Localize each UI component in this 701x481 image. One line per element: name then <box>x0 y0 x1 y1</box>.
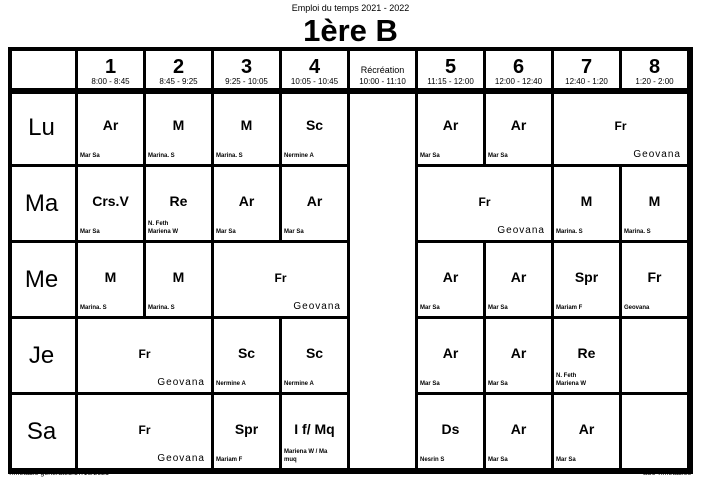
lesson-teacher: Nermine A <box>284 153 314 159</box>
lesson-subject: M <box>172 269 185 285</box>
lesson-cell <box>486 243 554 319</box>
lesson-subject: Ar <box>102 117 119 133</box>
lesson-teacher: Mar Sa <box>488 153 508 159</box>
lesson-cell <box>282 395 350 471</box>
day-label-cell <box>8 319 78 395</box>
period-number: 7 <box>580 56 593 78</box>
day-label-cell <box>8 395 78 471</box>
lesson-subject: M <box>648 193 661 209</box>
lesson-teacher: N. Feth Mariena W <box>148 221 179 235</box>
lesson-subject: Fr <box>647 269 662 285</box>
break-title: Récréation <box>360 65 405 75</box>
period-header <box>78 47 146 91</box>
lesson-cell <box>78 167 146 243</box>
lesson-cell <box>622 319 690 395</box>
lesson-teacher: Mar Sa <box>216 229 236 235</box>
day-label: Je <box>28 341 55 369</box>
lesson-subject: Ar <box>442 117 459 133</box>
lesson-cell <box>418 167 554 243</box>
lesson-cell <box>622 243 690 319</box>
lesson-subject: M <box>104 269 117 285</box>
period-header <box>418 47 486 91</box>
period-number: 8 <box>648 56 661 78</box>
period-time: 8:45 - 9:25 <box>159 77 198 86</box>
lesson-cell <box>486 319 554 395</box>
period-header <box>146 47 214 91</box>
period-number: 3 <box>240 56 253 78</box>
lesson-subject: Sc <box>305 345 324 361</box>
period-number: 4 <box>308 56 321 78</box>
lesson-cell <box>486 395 554 471</box>
lesson-cell <box>78 395 214 471</box>
lesson-teacher: Geovana <box>624 305 650 311</box>
period-time: 10:05 - 10:45 <box>290 77 339 86</box>
lesson-subject: Re <box>169 193 188 209</box>
lesson-teacher: Marina. S <box>148 305 175 311</box>
lesson-subject: Spr <box>234 421 259 437</box>
lesson-cell <box>214 91 282 167</box>
class-title: 1ère B <box>303 13 398 48</box>
lesson-teacher: Mar Sa <box>420 305 440 311</box>
lesson-teacher: Mar Sa <box>80 153 100 159</box>
period-number: 5 <box>444 56 457 78</box>
lesson-subject: I f/ Mq <box>294 421 335 437</box>
lesson-teacher: Marina. S <box>624 229 651 235</box>
lesson-subject: Fr <box>138 347 151 361</box>
lesson-cell <box>622 395 690 471</box>
lesson-subject: Fr <box>274 271 287 285</box>
lesson-subject: Ar <box>578 421 595 437</box>
lesson-teacher: Mar Sa <box>284 229 304 235</box>
lesson-teacher: Mar Sa <box>488 381 508 387</box>
lesson-teacher: Marina. S <box>148 153 175 159</box>
lesson-cell <box>214 319 282 395</box>
lesson-subject: Ar <box>442 269 459 285</box>
lesson-subject: Ar <box>510 345 527 361</box>
period-time: 1:20 - 2:00 <box>635 77 674 86</box>
period-header <box>486 47 554 91</box>
lesson-subject: M <box>240 117 253 133</box>
lesson-cell <box>554 91 690 167</box>
lesson-cell <box>554 243 622 319</box>
lesson-subject: Ds <box>441 421 460 437</box>
lesson-subject: Ar <box>306 193 323 209</box>
lesson-subject: Sc <box>237 345 256 361</box>
lesson-subject: Ar <box>510 421 527 437</box>
period-header <box>282 47 350 91</box>
lesson-subject: Fr <box>614 119 627 133</box>
period-time: 12:00 - 12:40 <box>494 77 543 86</box>
lesson-subject: Fr <box>478 195 491 209</box>
period-header <box>214 47 282 91</box>
lesson-teacher: Mariam F <box>556 305 583 311</box>
lesson-cell <box>282 167 350 243</box>
lesson-teacher: Mar Sa <box>556 457 576 463</box>
period-time: 11:15 - 12:00 <box>427 77 474 86</box>
lesson-cell <box>78 319 214 395</box>
day-label: Sa <box>26 417 57 445</box>
timetable-subtitle: Emploi du temps 2021 - 2022 <box>291 3 410 13</box>
lesson-cell <box>78 243 146 319</box>
day-label: Ma <box>24 189 59 217</box>
lesson-teacher: Mar Sa <box>80 229 100 235</box>
lesson-subject: Ar <box>238 193 255 209</box>
period-number: 1 <box>104 56 117 78</box>
lesson-teacher: Geovana <box>633 149 681 160</box>
lesson-cell <box>214 395 282 471</box>
lesson-teacher: N. Feth Mariena W <box>556 373 587 387</box>
lesson-teacher: Nesrin S <box>420 457 445 463</box>
lesson-subject: Ar <box>510 269 527 285</box>
lesson-teacher: Mar Sa <box>420 153 440 159</box>
lesson-teacher: Mar Sa <box>488 305 508 311</box>
day-label-cell <box>8 167 78 243</box>
break-time: 10:00 - 11:10 <box>359 77 406 86</box>
lesson-cell <box>418 319 486 395</box>
period-time: 12:40 - 1:20 <box>565 77 608 86</box>
lesson-cell <box>486 91 554 167</box>
lesson-teacher: Geovana <box>497 225 545 236</box>
lesson-subject: M <box>172 117 185 133</box>
corner-cell <box>8 47 78 91</box>
period-header <box>622 47 690 91</box>
period-number: 6 <box>512 56 525 78</box>
break-column <box>350 91 418 471</box>
lesson-cell <box>146 243 214 319</box>
lesson-cell <box>78 91 146 167</box>
period-header <box>554 47 622 91</box>
lesson-cell <box>214 243 350 319</box>
lesson-teacher: Nermine A <box>284 381 314 387</box>
day-label: Me <box>24 265 59 293</box>
lesson-subject: Ar <box>510 117 527 133</box>
lesson-teacher: Marina. S <box>216 153 243 159</box>
period-time: 9:25 - 10:05 <box>225 77 268 86</box>
lesson-subject: Crs.V <box>92 193 129 209</box>
lesson-cell <box>282 319 350 395</box>
lesson-cell <box>622 167 690 243</box>
lesson-teacher: Mariam F <box>216 457 243 463</box>
lesson-cell <box>282 91 350 167</box>
lesson-cell <box>418 395 486 471</box>
lesson-teacher: Marina. S <box>80 305 107 311</box>
lesson-cell <box>554 319 622 395</box>
lesson-cell <box>418 243 486 319</box>
lesson-teacher: Mariena W / Ma muq <box>284 449 328 463</box>
period-number: 2 <box>172 56 185 78</box>
lesson-subject: M <box>580 193 593 209</box>
lesson-teacher: Geovana <box>157 377 205 388</box>
day-label-cell <box>8 91 78 167</box>
lesson-cell <box>554 395 622 471</box>
lesson-subject: Ar <box>442 345 459 361</box>
lesson-cell <box>554 167 622 243</box>
lesson-cell <box>214 167 282 243</box>
break-header <box>350 47 418 91</box>
footer-generated: Timetable generated:17/10/2021 <box>8 470 109 477</box>
lesson-cell <box>418 91 486 167</box>
footer-credit: aSc Timetables <box>643 470 691 477</box>
lesson-subject: Spr <box>574 269 599 285</box>
lesson-teacher: Nermine A <box>216 381 246 387</box>
period-time: 8:00 - 8:45 <box>91 77 130 86</box>
day-label: Lu <box>28 113 55 141</box>
lesson-subject: Sc <box>305 117 324 133</box>
lesson-cell <box>146 91 214 167</box>
lesson-teacher: Geovana <box>293 301 341 312</box>
day-label-cell <box>8 243 78 319</box>
lesson-subject: Fr <box>138 423 151 437</box>
lesson-subject: Re <box>577 345 596 361</box>
lesson-teacher: Mar Sa <box>420 381 440 387</box>
lesson-teacher: Geovana <box>157 453 205 464</box>
lesson-teacher: Marina. S <box>556 229 583 235</box>
lesson-teacher: Mar Sa <box>488 457 508 463</box>
lesson-cell <box>146 167 214 243</box>
